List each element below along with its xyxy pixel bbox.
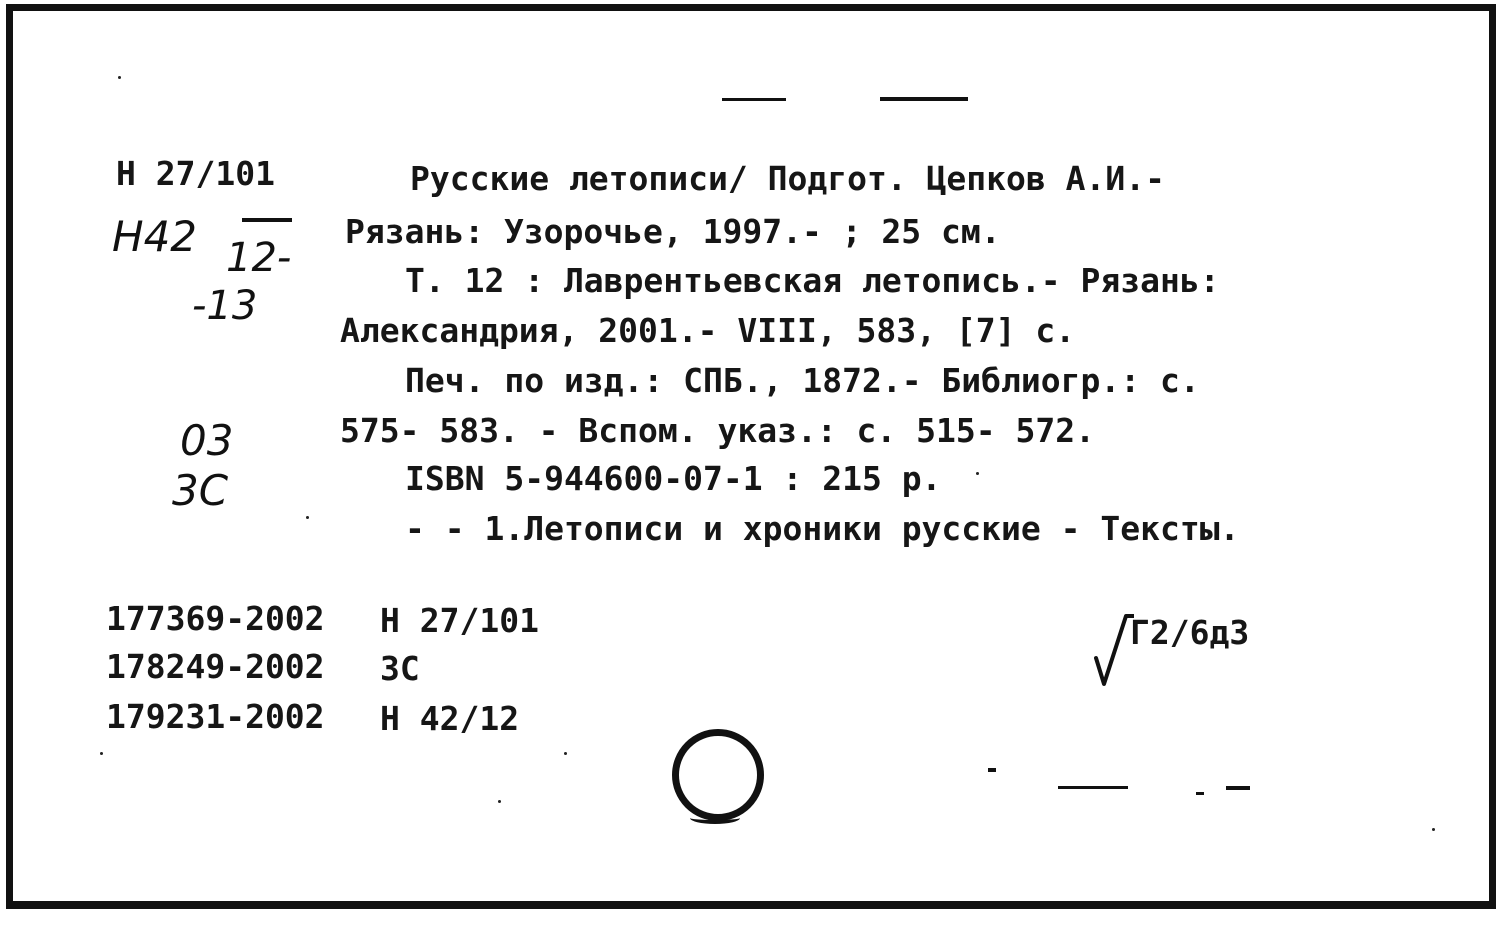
- copy-location-2: ЗС: [380, 649, 420, 688]
- copy-location-1: Н 27/101: [380, 601, 539, 640]
- punch-hole: [672, 729, 764, 821]
- smudge-3: [1196, 792, 1204, 795]
- smudge-2: [1058, 786, 1128, 789]
- entry-line-volume: Т. 12 : Лаврентьевская летопись.- Рязань:: [405, 261, 1220, 300]
- handwritten-code-2: 3С: [172, 466, 229, 515]
- classification-code: Г2/6д3: [1130, 613, 1250, 652]
- copy-inventory-3: 179231-2002: [106, 697, 325, 736]
- top-dash-right: [880, 97, 968, 101]
- entry-line-isbn: ISBN 5-944600-07-1 : 215 р.: [405, 459, 942, 498]
- handwritten-fraction-bar: [242, 218, 292, 222]
- copy-inventory-2: 178249-2002: [106, 647, 325, 686]
- speck: [306, 516, 309, 519]
- handwritten-volume-a: 12-: [226, 235, 292, 281]
- speck: [976, 472, 979, 475]
- entry-line-note-cont: 575- 583. - Вспом. указ.: с. 515- 572.: [340, 411, 1095, 450]
- speck: [100, 752, 103, 755]
- handwritten-shelf-mark: Н42: [112, 212, 198, 261]
- handwritten-code-1: 03: [180, 416, 234, 465]
- entry-line-title: Русские летописи/ Подгот. Цепков А.И.-: [410, 159, 1165, 198]
- copy-inventory-1: 177369-2002: [106, 599, 325, 638]
- top-dash-left: [722, 98, 786, 101]
- speck: [498, 800, 501, 803]
- entry-line-subject: - - 1.Летописи и хроники русские - Тексты.: [405, 509, 1240, 548]
- smudge-4: [1226, 786, 1250, 790]
- entry-line-volume-imprint: Александрия, 2001.- VIII, 583, [7] с.: [340, 311, 1076, 350]
- smudge-1: [988, 768, 996, 772]
- entry-line-imprint: Рязань: Узорочье, 1997.- ; 25 см.: [345, 212, 1001, 251]
- punch-hole-shadow: [690, 812, 740, 824]
- speck: [564, 752, 567, 755]
- speck: [118, 76, 121, 79]
- copy-location-3: Н 42/12: [380, 699, 520, 738]
- check-mark-icon: [1090, 612, 1134, 690]
- shelf-mark: Н 27/101: [116, 154, 275, 193]
- speck: [1432, 828, 1435, 831]
- entry-line-note: Печ. по изд.: СПБ., 1872.- Библиогр.: с.: [405, 361, 1200, 400]
- handwritten-volume-b: -13: [192, 283, 258, 329]
